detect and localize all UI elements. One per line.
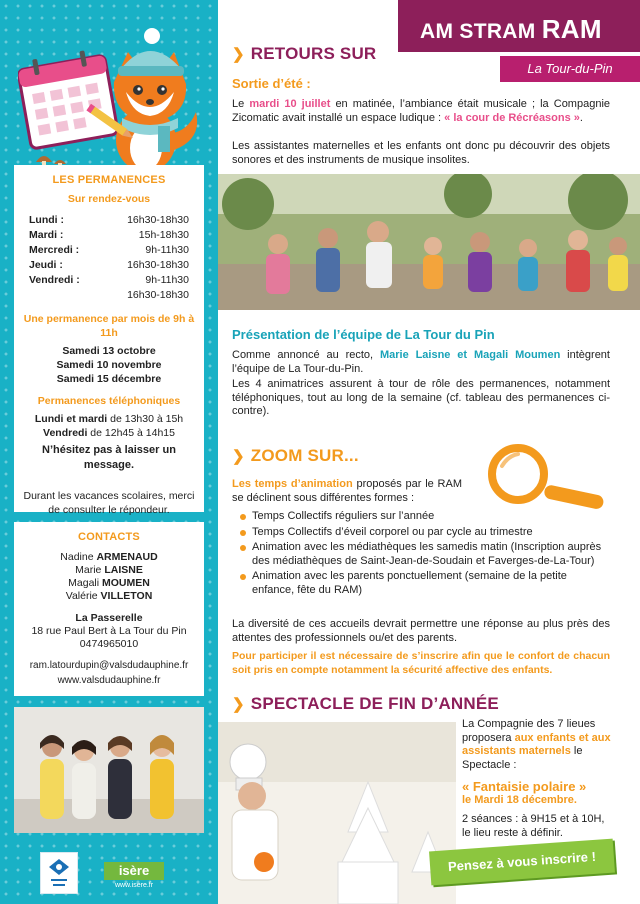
text-run: Le bbox=[232, 98, 250, 110]
permanences-title: LES PERMANENCES bbox=[52, 174, 166, 186]
contacts-card bbox=[14, 522, 204, 696]
contact-person bbox=[22, 577, 196, 590]
street-address: 18 rue Paul Bert à La Tour du Pin bbox=[31, 625, 187, 638]
schedule-row bbox=[29, 213, 189, 228]
show-date: le Mardi 18 décembre. bbox=[462, 793, 577, 806]
contact-last-name: MOUMEN bbox=[102, 577, 150, 590]
show-photo bbox=[218, 722, 456, 904]
monthly-label: Une permanence par mois de 9h à 11h bbox=[23, 312, 195, 339]
animation-list bbox=[238, 510, 610, 599]
retours-paragraph-2: Les assistantes maternelles et les enfants ont donc pu découvrir des objets sonores et des instruments de musique insolites. bbox=[232, 140, 610, 166]
register-badge[interactable]: Pensez à vous inscrire ! bbox=[429, 839, 615, 886]
team-photo bbox=[14, 707, 204, 833]
highlight-audience: aux enfants et aux assistants maternels bbox=[462, 731, 611, 757]
holidays-note: Durant les vacances scolaires, merci de consulter le répondeur. bbox=[23, 489, 195, 516]
show-times: 2 séances : à 9H15 et à 10H, le lieu reste à définir. bbox=[462, 813, 605, 839]
summer-outing-image bbox=[218, 174, 640, 310]
permanences-card bbox=[14, 165, 204, 516]
chevron-right-icon: ❯ bbox=[232, 46, 245, 63]
list-item: Animation avec les médiathèques les samedis matin (Inscription auprès des médiathèques de Saint-Jean-de-Soudain et Faverges-de-La-Tour) bbox=[238, 541, 610, 568]
chevron-right-icon: ❯ bbox=[232, 448, 245, 465]
title-part-a: AM STRAM bbox=[420, 20, 542, 43]
phone-times: de 13h30 à 15h bbox=[107, 412, 184, 425]
contact-last-name: VILLETON bbox=[100, 590, 153, 603]
contact-person bbox=[22, 590, 196, 603]
text-run: . bbox=[579, 111, 583, 124]
list-item: Temps Collectifs réguliers sur l’année bbox=[238, 510, 610, 524]
phone-days: Lundi et mardi bbox=[34, 412, 108, 425]
title-part-b: RAM bbox=[541, 14, 602, 44]
website-link[interactable]: www.valsdudauphine.fr bbox=[57, 675, 161, 687]
title-text bbox=[420, 14, 602, 44]
schedule-time: 16h30-18h30 bbox=[127, 288, 189, 301]
text-run: le Spectacle : bbox=[462, 745, 583, 771]
phone-hours-2 bbox=[22, 426, 196, 440]
sortie-subheading: Sortie d’été : bbox=[232, 76, 311, 91]
email-link[interactable]: ram.latourdupin@valsdudauphine.fr bbox=[29, 660, 189, 672]
schedule-day bbox=[29, 288, 91, 303]
contacts-title: CONTACTS bbox=[78, 531, 140, 543]
place-name: La Passerelle bbox=[75, 612, 143, 625]
isere-url[interactable]: www.isere.fr bbox=[114, 882, 154, 889]
phone-title: Permanences téléphoniques bbox=[37, 395, 181, 408]
sidebar bbox=[0, 0, 218, 904]
contact-person bbox=[22, 551, 196, 564]
show-description bbox=[462, 718, 612, 840]
caf-logo bbox=[40, 852, 78, 894]
list-item: Animation avec les parents ponctuellement (semaine de la petite enfance, fête du RAM) bbox=[238, 570, 610, 597]
schedule-row bbox=[29, 258, 189, 273]
isere-wordmark: isère bbox=[104, 862, 164, 880]
show-title: « Fantaisie polaire » bbox=[462, 779, 587, 794]
schedule-day: Vendredi : bbox=[29, 273, 80, 286]
highlight-names: Marie Laisne et Magali Moumen bbox=[379, 349, 561, 361]
highlight-animation: Les temps d’animation bbox=[232, 478, 353, 490]
caf-logo-mark bbox=[41, 853, 77, 893]
saturday-date: Samedi 13 octobre bbox=[62, 345, 156, 358]
highlight-title: « la cour de Récréasons » bbox=[444, 111, 580, 124]
zoom-paragraph-2: La diversité de ces accueils devrait permettre une réponse au plus près des attentes des professionnels ou/et des parents. bbox=[232, 618, 610, 644]
text-run: en matinée, l’ambiance était musicale ; la Compagnie Zicomatic avait installé un espace ludique : bbox=[232, 98, 611, 124]
equipe-paragraph-2: Les 4 animatrices assurent à tour de rôle des permanences, notamment téléphoniques, tout au long de la semaine (cf. tableau des permanences ci-contre). bbox=[232, 378, 610, 417]
contact-person bbox=[22, 564, 196, 577]
list-item: Temps Collectifs d’éveil corporel ou par cycle au trimestre bbox=[238, 526, 610, 540]
newsletter-title bbox=[398, 0, 640, 52]
contact-names bbox=[22, 551, 196, 603]
saturday-date: Samedi 15 décembre bbox=[56, 373, 162, 386]
schedule-row bbox=[29, 288, 189, 303]
schedule-table bbox=[29, 213, 189, 303]
contact-address bbox=[22, 612, 196, 651]
schedule-row bbox=[29, 273, 189, 288]
contact-first-name: Nadine bbox=[60, 551, 97, 564]
phone-number: 0474965010 bbox=[79, 638, 139, 651]
rdv-label: Sur rendez-vous bbox=[67, 193, 151, 206]
phone-times: de 12h45 à 14h15 bbox=[87, 426, 175, 439]
contact-last-name: ARMENAUD bbox=[96, 551, 158, 564]
phone-days: Vendredi bbox=[43, 426, 88, 439]
text-run: La Compagnie des 7 lieues proposera bbox=[462, 718, 596, 744]
schedule-time: 15h-18h30 bbox=[138, 228, 189, 241]
saturday-dates bbox=[22, 344, 196, 386]
schedule-day: Mercredi : bbox=[29, 243, 80, 256]
schedule-time: 9h-11h30 bbox=[145, 243, 189, 256]
isere-logo bbox=[104, 862, 164, 894]
schedule-row bbox=[29, 228, 189, 243]
equipe-paragraph-1 bbox=[232, 349, 610, 376]
zoom-heading bbox=[232, 446, 359, 466]
zoom-intro bbox=[232, 478, 462, 505]
spectacle-heading-text: SPECTACLE DE FIN D’ANNÉE bbox=[250, 694, 499, 713]
newsletter-subtitle: La Tour-du-Pin bbox=[500, 56, 640, 82]
schedule-day: Mardi : bbox=[29, 228, 64, 241]
schedule-time: 9h-11h30 bbox=[145, 273, 189, 286]
contact-links bbox=[22, 658, 196, 688]
magnifier-icon bbox=[478, 440, 618, 516]
partner-logos bbox=[40, 852, 170, 896]
message-note: N’hésitez pas à laisser un message. bbox=[42, 443, 176, 471]
contact-first-name: Magali bbox=[68, 577, 102, 590]
schedule-day: Lundi : bbox=[29, 213, 64, 226]
show-intro bbox=[462, 718, 612, 772]
summer-outing-photo bbox=[218, 174, 640, 310]
zoom-paragraph-3: Pour participer il est nécessaire de s’inscrire afin que le confort de chacun soit pris en compte notamment la sécurité affective des enfants. bbox=[232, 650, 610, 676]
team-photo-image bbox=[14, 707, 204, 833]
text-run: intègrent l’équipe de La Tour-du-Pin. bbox=[232, 349, 610, 375]
phone-hours-1 bbox=[22, 412, 196, 426]
show-image bbox=[218, 722, 456, 904]
schedule-row bbox=[29, 243, 189, 258]
contact-first-name: Marie bbox=[75, 564, 105, 577]
highlight-date: mardi 10 juillet bbox=[249, 98, 331, 110]
schedule-day: Jeudi : bbox=[29, 258, 63, 271]
text-run: Comme annoncé au recto, bbox=[232, 349, 380, 361]
saturday-date: Samedi 10 novembre bbox=[56, 359, 162, 372]
retours-heading bbox=[232, 44, 376, 64]
chevron-right-icon: ❯ bbox=[232, 696, 245, 713]
contact-first-name: Valérie bbox=[65, 590, 101, 603]
spectacle-heading bbox=[232, 694, 499, 714]
text-run: proposés par le RAM se déclinent sous différentes formes : bbox=[232, 478, 462, 504]
schedule-time: 16h30-18h30 bbox=[127, 213, 189, 226]
retours-heading-text: RETOURS SUR bbox=[250, 44, 377, 63]
equipe-heading: Présentation de l’équipe de La Tour du Pin bbox=[232, 327, 495, 342]
zoom-heading-text: ZOOM SUR... bbox=[250, 446, 359, 465]
contact-last-name: LAISNE bbox=[104, 564, 143, 577]
retours-paragraph-1 bbox=[232, 98, 610, 125]
fox-calendar-illustration bbox=[18, 22, 208, 172]
schedule-time: 16h30-18h30 bbox=[127, 258, 189, 271]
